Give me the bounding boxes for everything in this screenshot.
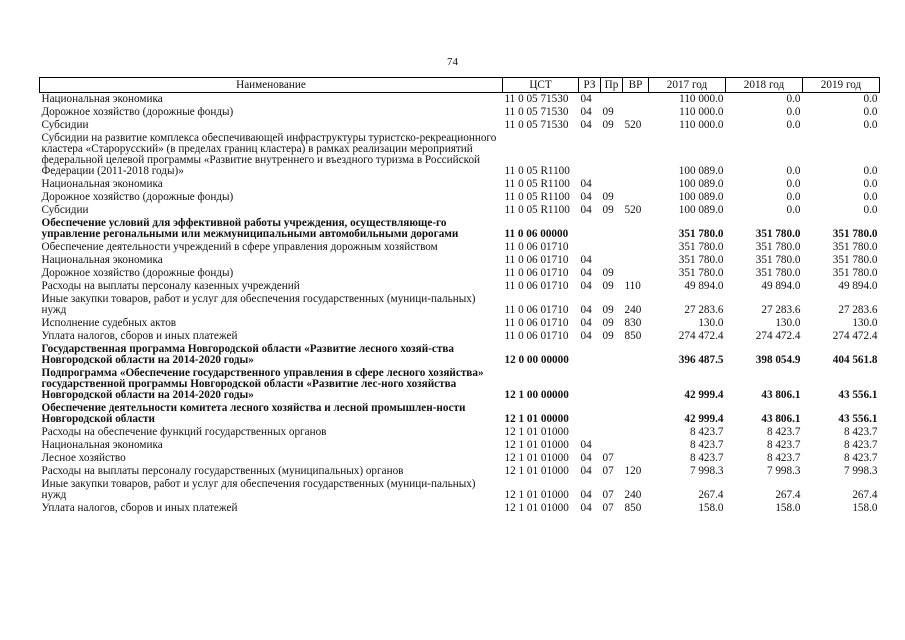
- cell-name: Подпрограмма «Обеспечение государственного управления в сфере лесного хозяйства» государственной программы Новгородской области «Развитие лес-ного хозяйства Новгородской области на 2014-2020 годы»: [41, 367, 484, 401]
- cell-pr: [601, 343, 623, 367]
- cell-2019: 404 561.8: [832, 354, 878, 366]
- cell-vr: [623, 452, 649, 465]
- cell-name: Обеспечение деятельности комитета лесного хозяйства и лесной промышлен-ности Новгородской области: [41, 402, 466, 425]
- table-row: [40, 217, 880, 241]
- cell-2017: 42 999.4: [684, 413, 724, 425]
- cell-name: Национальная экономика: [41, 439, 163, 451]
- cell-rz: 04: [580, 330, 592, 342]
- cell-name: Дорожное хозяйство (дорожные фонды): [41, 191, 234, 203]
- cell-pr: 07: [602, 502, 614, 514]
- table-row: [40, 132, 880, 178]
- cell-2017: 49 894.0: [684, 280, 724, 292]
- cell-2019: 43 556.1: [838, 413, 878, 425]
- cell-rz: [579, 402, 601, 426]
- cell-rz: 04: [580, 267, 592, 279]
- cell-2017: 100 089.0: [678, 165, 724, 177]
- table-row: [40, 452, 880, 465]
- cell-pr: 09: [602, 304, 614, 316]
- cell-2018: 0.0: [786, 93, 801, 105]
- cell-cst: 11 0 06 01710: [504, 254, 569, 266]
- cell-2019: 0.0: [863, 204, 878, 216]
- cell-vr: [623, 191, 649, 204]
- cell-2017: 100 089.0: [678, 178, 724, 190]
- cell-rz: [579, 343, 601, 367]
- cell-rz: 04: [580, 465, 592, 477]
- cell-pr: [601, 178, 623, 191]
- cell-pr: 07: [602, 452, 614, 464]
- cell-cst: 11 0 05 71530: [504, 119, 569, 131]
- header-name: Наименование: [40, 78, 503, 93]
- cell-vr: [623, 402, 649, 426]
- cell-name: Иные закупки товаров, работ и услуг для обеспечения государственных (муници-пальных) нужд: [41, 293, 476, 316]
- cell-pr: 09: [602, 267, 614, 279]
- cell-cst: 11 0 05 R1100: [504, 204, 570, 216]
- cell-2018: 130.0: [775, 317, 801, 329]
- cell-vr: [623, 178, 649, 191]
- cell-2017: 267.4: [698, 489, 724, 501]
- cell-2019: 0.0: [863, 178, 878, 190]
- cell-cst: 12 0 00 00000: [504, 354, 569, 366]
- cell-name: Лесное хозяйство: [41, 452, 126, 464]
- table-header-row: [40, 78, 880, 93]
- cell-2019: 43 556.1: [838, 389, 878, 401]
- header-2018: 2018 год: [726, 78, 803, 93]
- cell-name: Дорожное хозяйство (дорожные фонды): [41, 267, 234, 279]
- cell-cst: 12 1 01 00000: [504, 413, 569, 425]
- cell-vr: [623, 106, 649, 119]
- cell-2017: 110 000.0: [679, 119, 724, 131]
- cell-cst: 11 0 06 01710: [504, 241, 569, 253]
- cell-2017: 274 472.4: [678, 330, 724, 342]
- cell-vr: 240: [624, 489, 642, 501]
- cell-vr: [623, 254, 649, 267]
- cell-2017: 42 999.4: [684, 389, 724, 401]
- cell-2018: 0.0: [786, 191, 801, 203]
- cell-2018: 43 806.1: [761, 413, 801, 425]
- cell-2018: 267.4: [775, 489, 801, 501]
- cell-rz: [579, 367, 601, 402]
- cell-2019: 351 780.0: [832, 228, 878, 240]
- cell-pr: 09: [602, 204, 614, 216]
- cell-2017: 158.0: [698, 502, 724, 514]
- cell-pr: 07: [602, 465, 614, 477]
- cell-2019: 0.0: [863, 165, 878, 177]
- cell-vr: [623, 343, 649, 367]
- cell-rz: 04: [580, 191, 592, 203]
- cell-vr: 850: [624, 330, 642, 342]
- cell-2017: 351 780.0: [678, 228, 724, 240]
- cell-vr: [623, 93, 649, 107]
- table-row: [40, 280, 880, 293]
- cell-2017: 351 780.0: [678, 267, 724, 279]
- cell-2018: 0.0: [786, 165, 801, 177]
- cell-rz: 04: [580, 304, 592, 316]
- page-number: 74: [447, 56, 458, 68]
- header-2019: 2019 год: [803, 78, 880, 93]
- cell-pr: 09: [602, 119, 614, 131]
- cell-2019: 0.0: [863, 191, 878, 203]
- cell-cst: 11 0 06 01710: [504, 304, 569, 316]
- cell-2019: 351 780.0: [832, 267, 878, 279]
- cell-vr: [623, 241, 649, 254]
- header-2017: 2017 год: [649, 78, 726, 93]
- cell-2019: 351 780.0: [832, 241, 878, 253]
- cell-pr: 09: [602, 191, 614, 203]
- cell-pr: 09: [602, 106, 614, 118]
- table-row: [40, 478, 880, 502]
- cell-2019: 158.0: [852, 502, 878, 514]
- table-row: [40, 93, 880, 107]
- budget-table: [39, 77, 880, 515]
- cell-vr: [623, 367, 649, 402]
- cell-name: Субсидии: [41, 119, 89, 131]
- cell-name: Государственная программа Новгородской области «Развитие лесного хозяй-ства Новгородской области на 2014-2020 годы»: [41, 343, 454, 366]
- table-row: [40, 267, 880, 280]
- cell-2017: 130.0: [698, 317, 724, 329]
- cell-2018: 158.0: [775, 502, 801, 514]
- cell-pr: 09: [602, 317, 614, 329]
- cell-2018: 8 423.7: [766, 452, 801, 464]
- cell-2018: 0.0: [786, 119, 801, 131]
- cell-2018: 0.0: [786, 204, 801, 216]
- cell-2017: 100 089.0: [678, 204, 724, 216]
- cell-pr: [601, 93, 623, 107]
- cell-cst: 12 1 01 01000: [504, 426, 569, 438]
- cell-2017: 27 283.6: [684, 304, 724, 316]
- cell-2018: 351 780.0: [755, 228, 801, 240]
- cell-name: Национальная экономика: [41, 254, 163, 266]
- table-row: [40, 293, 880, 317]
- cell-2019: 351 780.0: [832, 254, 878, 266]
- header-pr: Пр: [601, 78, 623, 93]
- cell-pr: 09: [602, 280, 614, 292]
- cell-rz: 04: [580, 452, 592, 464]
- cell-2018: 351 780.0: [755, 254, 801, 266]
- cell-2019: 49 894.0: [838, 280, 878, 292]
- cell-pr: [601, 254, 623, 267]
- cell-name: Расходы на выплаты персоналу казенных учреждений: [41, 280, 300, 292]
- cell-cst: 11 0 05 R1100: [504, 178, 570, 190]
- header-rz: РЗ: [579, 78, 601, 93]
- cell-cst: 11 0 06 01710: [504, 317, 569, 329]
- cell-rz: [579, 241, 601, 254]
- cell-cst: 11 0 06 01710: [504, 267, 569, 279]
- cell-pr: [601, 402, 623, 426]
- cell-pr: [601, 426, 623, 439]
- header-vr: ВР: [623, 78, 649, 93]
- cell-2017: 8 423.7: [689, 426, 724, 438]
- cell-name: Уплата налогов, сборов и иных платежей: [41, 502, 238, 514]
- cell-2017: 351 780.0: [678, 254, 724, 266]
- cell-name: Расходы на обеспечение функций государственных органов: [41, 426, 327, 438]
- cell-vr: 120: [624, 465, 642, 477]
- cell-vr: 850: [624, 502, 642, 514]
- cell-rz: 04: [580, 439, 592, 451]
- cell-pr: 07: [602, 489, 614, 501]
- cell-rz: 04: [580, 119, 592, 131]
- cell-2019: 274 472.4: [832, 330, 878, 342]
- cell-2017: 110 000.0: [679, 93, 724, 105]
- cell-pr: [601, 217, 623, 241]
- cell-2018: 351 780.0: [755, 241, 801, 253]
- cell-pr: [601, 241, 623, 254]
- table-row: [40, 178, 880, 191]
- table-row: [40, 502, 880, 515]
- cell-2019: 8 423.7: [843, 439, 878, 451]
- cell-2019: 267.4: [852, 489, 878, 501]
- cell-rz: 04: [580, 502, 592, 514]
- cell-cst: 12 1 01 01000: [504, 489, 569, 501]
- table-row: [40, 119, 880, 132]
- table-row: [40, 330, 880, 343]
- cell-rz: [579, 426, 601, 439]
- cell-pr: [601, 132, 623, 178]
- cell-name: Субсидии на развитие комплекса обеспечивающей инфраструктуры туристско-рекреационного кластера «Старорусский» (в пределах границ кластера) в рамках реализации мероприятий федеральной целевой программы «Развитие внутреннего и въездного туризма в Российской Федерации (2011-2018 годы)»: [41, 132, 497, 177]
- cell-2017: 100 089.0: [678, 191, 724, 203]
- cell-rz: 04: [580, 204, 592, 216]
- cell-name: Субсидии: [41, 204, 89, 216]
- cell-name: Дорожное хозяйство (дорожные фонды): [41, 106, 234, 118]
- cell-cst: 11 0 06 00000: [504, 228, 569, 240]
- cell-2018: 398 054.9: [755, 354, 801, 366]
- cell-vr: 520: [624, 119, 642, 131]
- cell-vr: 110: [624, 280, 641, 292]
- cell-rz: 04: [580, 317, 592, 329]
- cell-rz: 04: [580, 254, 592, 266]
- cell-2018: 351 780.0: [755, 267, 801, 279]
- cell-2018: 8 423.7: [766, 426, 801, 438]
- cell-2019: 27 283.6: [838, 304, 878, 316]
- header-cst: ЦСТ: [503, 78, 579, 93]
- cell-2017: 396 487.5: [678, 354, 724, 366]
- cell-cst: 12 1 01 01000: [504, 452, 569, 464]
- cell-2017: 8 423.7: [689, 452, 724, 464]
- cell-name: Национальная экономика: [41, 178, 163, 190]
- cell-pr: [601, 439, 623, 452]
- cell-cst: 11 0 05 R1100: [504, 191, 570, 203]
- table-row: [40, 367, 880, 402]
- cell-2019: 7 998.3: [843, 465, 878, 477]
- cell-2019: 8 423.7: [843, 452, 878, 464]
- cell-name: Уплата налогов, сборов и иных платежей: [41, 330, 238, 342]
- cell-rz: 04: [580, 178, 592, 190]
- cell-cst: 11 0 06 01710: [504, 280, 569, 292]
- cell-2018: 0.0: [786, 178, 801, 190]
- cell-2017: 110 000.0: [679, 106, 724, 118]
- cell-pr: [601, 367, 623, 402]
- cell-2019: 0.0: [863, 119, 878, 131]
- cell-2019: 0.0: [863, 93, 878, 105]
- cell-2019: 8 423.7: [843, 426, 878, 438]
- cell-name: Обеспечение деятельности учреждений в сфере управления дорожным хозяйством: [41, 241, 438, 253]
- table-row: [40, 426, 880, 439]
- cell-2019: 130.0: [852, 317, 878, 329]
- cell-2018: 27 283.6: [761, 304, 801, 316]
- cell-rz: 04: [580, 280, 592, 292]
- cell-2017: 7 998.3: [689, 465, 724, 477]
- table-row: [40, 317, 880, 330]
- cell-name: Расходы на выплаты персоналу государственных (муниципальных) органов: [41, 465, 404, 477]
- cell-name: Обеспечение условий для эффективной работы учреждения, осуществляюще-го управление регональными или межмуниципальными автомобильными дорогами: [41, 217, 459, 240]
- cell-cst: 12 1 01 01000: [504, 465, 569, 477]
- cell-vr: 520: [624, 204, 642, 216]
- table-row: [40, 439, 880, 452]
- cell-pr: 09: [602, 330, 614, 342]
- table-row: [40, 204, 880, 217]
- cell-2018: 0.0: [786, 106, 801, 118]
- cell-2018: 49 894.0: [761, 280, 801, 292]
- cell-vr: [623, 217, 649, 241]
- cell-2018: 274 472.4: [755, 330, 801, 342]
- table-row: [40, 191, 880, 204]
- cell-2018: 8 423.7: [766, 439, 801, 451]
- cell-2017: 351 780.0: [678, 241, 724, 253]
- cell-vr: [623, 132, 649, 178]
- cell-rz: 04: [580, 106, 592, 118]
- table-row: [40, 254, 880, 267]
- cell-cst: 12 1 01 01000: [504, 439, 569, 451]
- cell-vr: [623, 426, 649, 439]
- cell-vr: [623, 439, 649, 452]
- cell-cst: 11 0 05 R1100: [504, 165, 570, 177]
- table-row: [40, 106, 880, 119]
- cell-rz: [579, 132, 601, 178]
- cell-cst: 12 1 01 01000: [504, 502, 569, 514]
- cell-2017: 8 423.7: [689, 439, 724, 451]
- cell-cst: 11 0 06 01710: [504, 330, 569, 342]
- cell-rz: 04: [580, 489, 592, 501]
- cell-2018: 43 806.1: [761, 389, 801, 401]
- cell-name: Иные закупки товаров, работ и услуг для обеспечения государственных (муници-пальных) нужд: [41, 478, 476, 501]
- cell-name: Исполнение судебных актов: [41, 317, 177, 329]
- cell-2018: 7 998.3: [766, 465, 801, 477]
- table-row: [40, 402, 880, 426]
- cell-cst: 11 0 05 71530: [504, 93, 569, 105]
- cell-cst: 11 0 05 71530: [504, 106, 569, 118]
- cell-vr: 830: [624, 317, 642, 329]
- cell-vr: 240: [624, 304, 642, 316]
- table-row: [40, 465, 880, 478]
- table-row: [40, 343, 880, 367]
- cell-2019: 0.0: [863, 106, 878, 118]
- cell-vr: [623, 267, 649, 280]
- cell-name: Национальная экономика: [41, 93, 163, 105]
- cell-rz: [579, 217, 601, 241]
- table-row: [40, 241, 880, 254]
- cell-cst: 12 1 00 00000: [504, 389, 569, 401]
- cell-rz: 04: [580, 93, 592, 105]
